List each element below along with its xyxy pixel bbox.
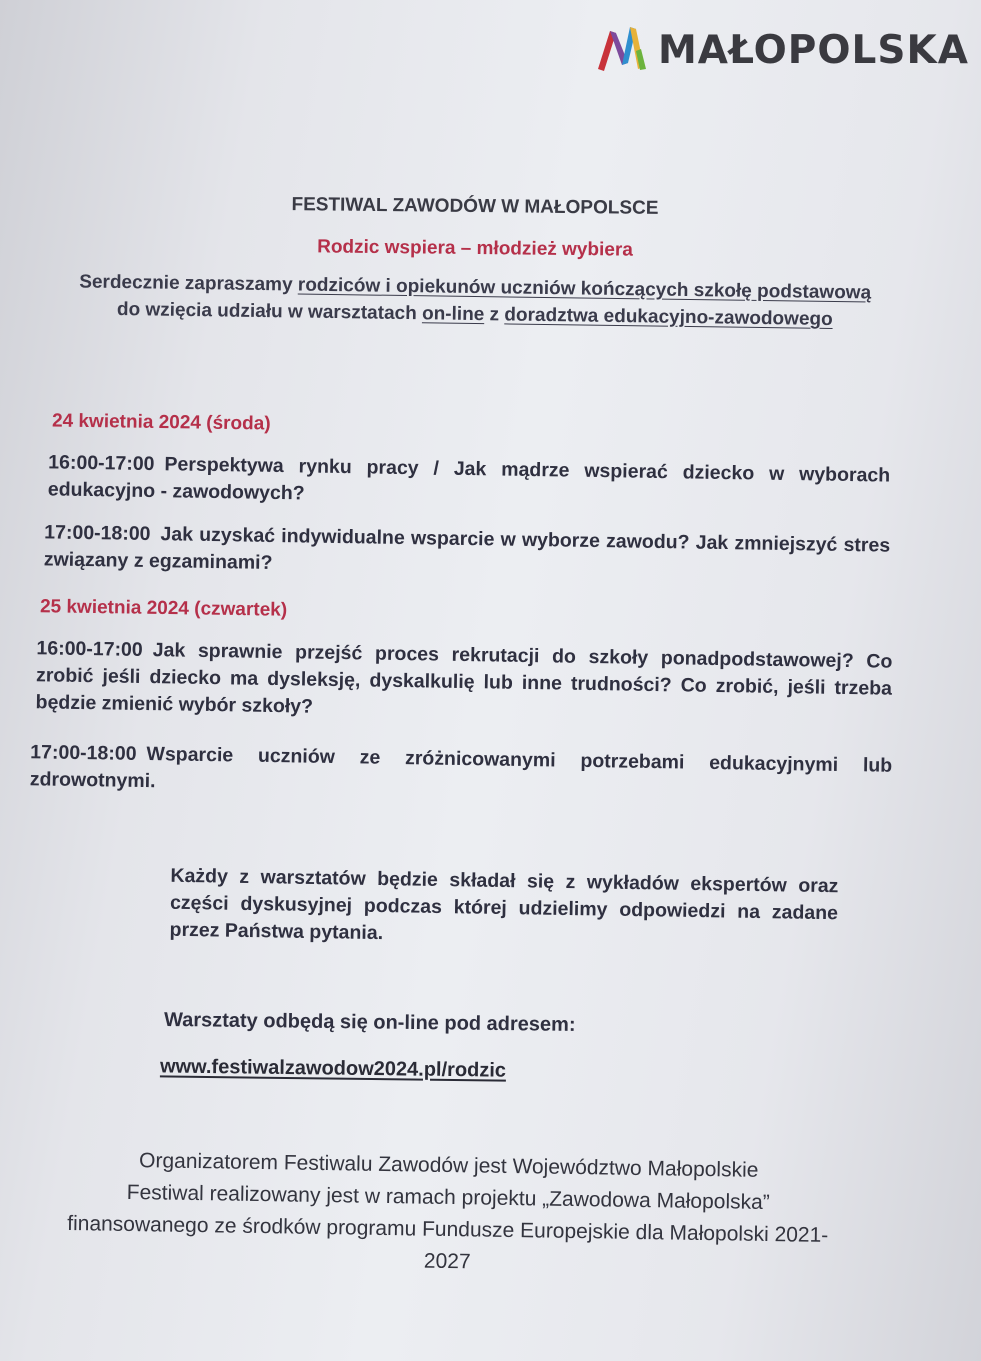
session-day2-2: [30, 739, 893, 807]
logo: [596, 22, 969, 73]
organizer-footer: [7, 1143, 889, 1285]
footer-line: finansowanego ze środków programu Fundusze Europejskie dla Małopolski 2021-: [67, 1212, 829, 1247]
day-1-date: 24 kwietnia 2024 (środa): [51, 410, 271, 435]
flyer-title: FESTIWAL ZAWODÓW W MAŁOPOLSCE: [291, 194, 659, 219]
intro-text-3: z: [484, 304, 505, 326]
malopolska-logo-icon: [596, 23, 648, 73]
workshop-url[interactable]: www.festiwalzawodow2024.pl/rodzic: [159, 1055, 507, 1082]
session-text: Jak sprawnie przejść proces rekrutacji do szkoły ponadpodstawowej? Co zrobić jeśli dziecko ma dysleksję, dyskalkulię lub inne trudności? Co zrobić, jeśli trzeba będzie zmienić wybór szkoły?: [35, 639, 893, 718]
intro-text-1: Serdecznie zapraszamy: [79, 271, 299, 296]
flyer-subtitle: Rodzic wspiera – młodzież wybiera: [317, 236, 633, 261]
intro-text-2: do wzięcia udziału w warsztatach: [116, 299, 423, 325]
session-text: Perspektywa rynku pracy / Jak mądrze wspierać dziecko w wyborach edukacyjno - zawodowych?: [47, 453, 891, 505]
footer-line: Festiwal realizowany jest w ramach projektu „Zawodowa Małopolska”: [126, 1180, 770, 1215]
intro-paragraph: [70, 268, 881, 333]
intro-underlined-2: on-line: [421, 303, 485, 326]
session-time: 16:00-17:00: [36, 637, 143, 661]
session-day2-1: [35, 635, 892, 729]
intro-underlined-1: rodziców i opiekunów uczniów kończących szkołę podstawową: [297, 274, 872, 304]
session-time: 17:00-18:00: [44, 521, 151, 546]
day-2-date: 25 kwietnia 2024 (czwartek): [39, 596, 288, 621]
logo-text: MAŁOPOLSKA: [658, 28, 969, 73]
session-text: Jak uzyskać indywidualne wsparcie w wyborze zawodu? Jak zmniejszyć stres związany z egzaminami?: [43, 523, 891, 574]
online-address-label: Warsztaty odbędą się on-line pod adresem:: [163, 1008, 576, 1036]
session-text: Wsparcie uczniów ze zróżnicowanymi potrzebami edukacyjnymi lub zdrowotnymi.: [29, 743, 893, 793]
session-day1-1: [48, 449, 891, 516]
footer-line: Organizatorem Festiwalu Zawodów jest Województwo Małopolskie: [138, 1149, 759, 1182]
session-time: 16:00-17:00: [48, 451, 155, 476]
footer-line: 2027: [423, 1249, 471, 1274]
session-day1-2: [44, 519, 891, 586]
session-time: 17:00-18:00: [30, 741, 137, 765]
intro-underlined-3: doradztwa edukacyjno-zawodowego: [504, 304, 833, 330]
workshop-info: Każdy z warsztatów będzie składał się z wykładów ekspertów oraz części dyskusyjnej podczas której udzielimy odpowiedzi na zadane przez Państwa pytania.: [169, 864, 839, 945]
